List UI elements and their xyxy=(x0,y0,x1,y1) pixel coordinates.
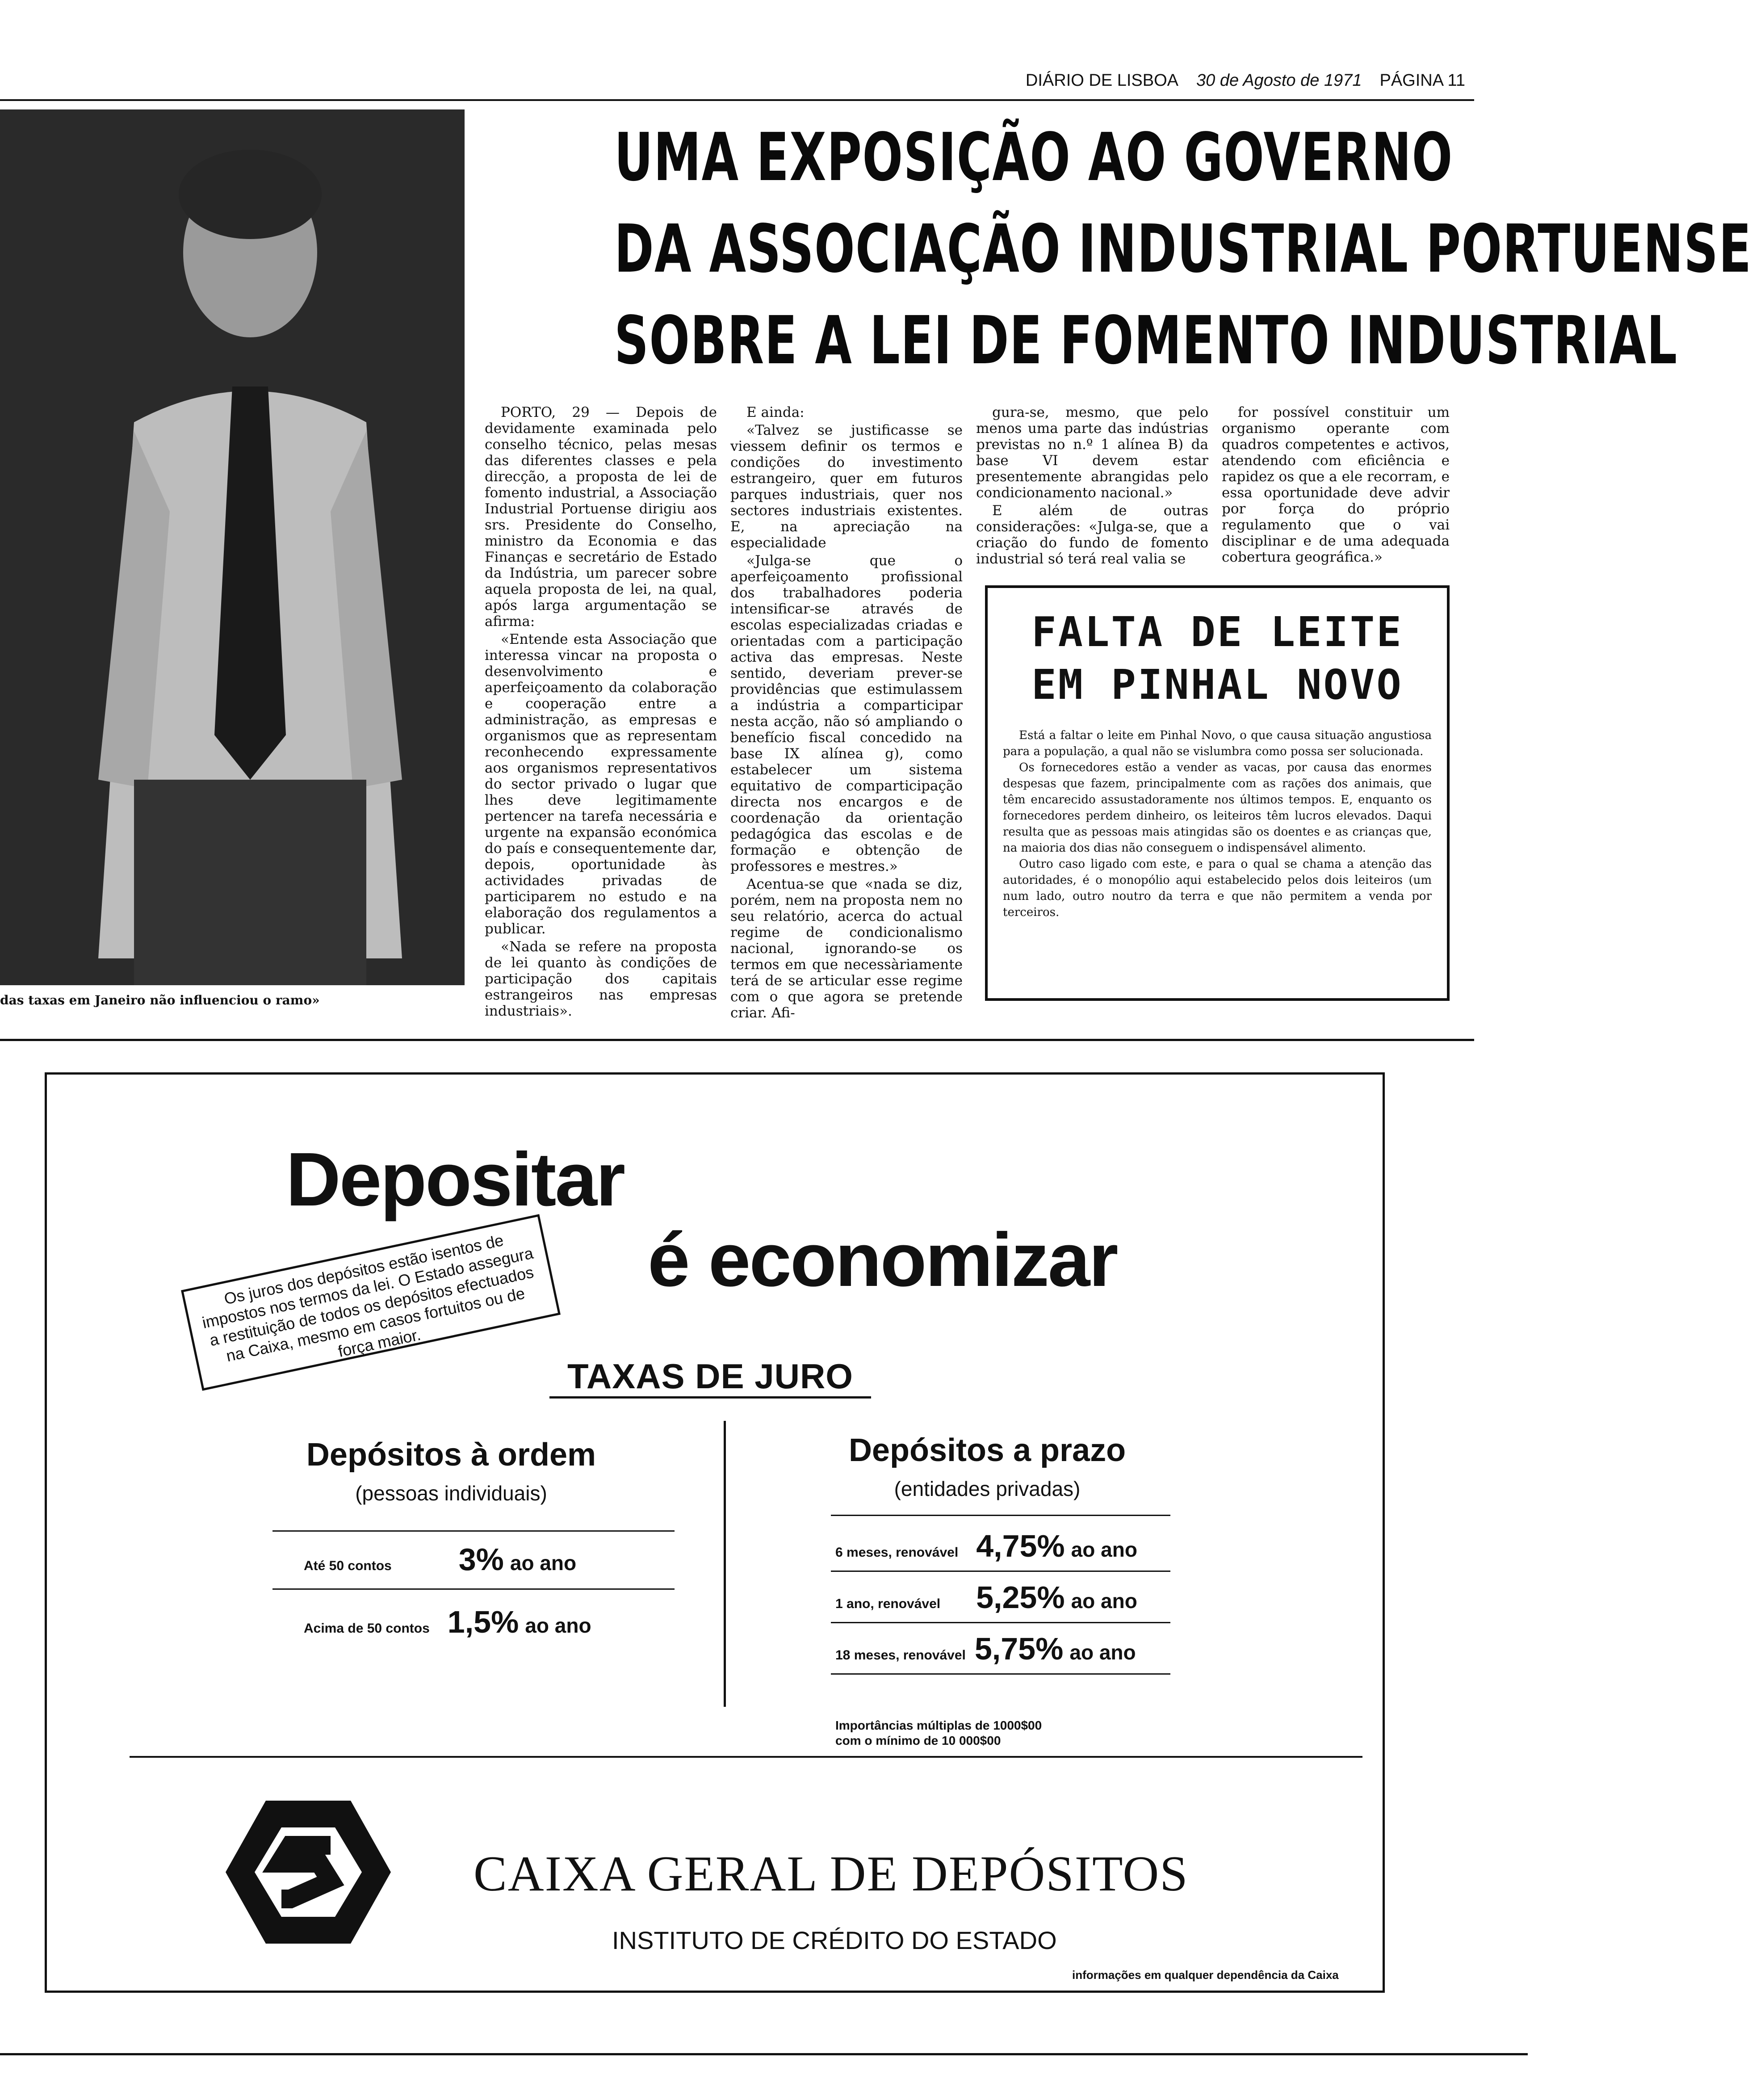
ad-guarantee-stamp: Os juros dos depósitos estão isentos de impostos nos termos da lei. O Estado assegura a restituição de todos os depósitos efectuados na Caixa, mesmo em casos fortuitos ou de força maior. xyxy=(181,1214,561,1390)
photo-caption: das taxas em Janeiro não influenciou o ramo» xyxy=(0,993,320,1008)
article-paragraph: «Nada se refere na proposta de lei quanto às condições de participação dos capitais estrangeiros nas empresas industriais». xyxy=(485,939,717,1019)
news-box xyxy=(985,585,1450,1001)
portrait-image-icon xyxy=(0,109,465,985)
masthead-rule xyxy=(0,99,1474,101)
rate-unit: ao ano xyxy=(1069,1641,1136,1664)
rate-value: 5,25% xyxy=(976,1580,1065,1615)
masthead xyxy=(983,67,1465,94)
term-deposits-subtitle: (entidades privadas) xyxy=(894,1477,1081,1500)
article-column-4 xyxy=(1222,404,1450,574)
demand-deposits-subtitle: (pessoas individuais) xyxy=(355,1482,547,1505)
rate-value: 4,75% xyxy=(976,1529,1065,1563)
page-bottom-rule xyxy=(0,2053,1528,2055)
deposit-note xyxy=(835,1718,1042,1748)
cgd-logo-icon xyxy=(223,1796,393,1948)
ad-slogan-economizar: é economizar xyxy=(648,1218,1117,1302)
article-paragraph: E além de outras considerações: «Julga-se, que a criação do fundo de fomento industrial só terá real valia se xyxy=(976,503,1208,567)
rate-row xyxy=(304,1541,576,1577)
box-paragraph: Está a faltar o leite em Pinhal Novo, o que causa situação angustiosa para a população, a qual não se vislumbra como possa ser solucionada. xyxy=(1003,729,1432,758)
box-body xyxy=(1003,727,1432,920)
rate-label: 6 meses, renovável xyxy=(835,1545,959,1560)
portrait-photo xyxy=(0,109,465,985)
article-paragraph: Acentua-se que «nada se diz, porém, nem na proposta nem no seu relatório, acerca do actual regime de condicionalismo nacional, ignorando-se os termos em que necessàriamente terá de se articular esse regime com o que agora se pretende criar. Afi- xyxy=(730,876,963,1021)
rule xyxy=(831,1622,1170,1623)
rule xyxy=(272,1530,675,1532)
rate-value: 1,5% xyxy=(447,1604,519,1639)
rate-row xyxy=(304,1604,591,1640)
rates-title: TAXAS DE JURO xyxy=(567,1357,853,1396)
box-title-line-2: EM PINHAL NOVO xyxy=(1031,661,1403,709)
rate-row xyxy=(835,1631,1136,1667)
rule xyxy=(272,1588,675,1590)
bank-info: informações em qualquer dependência da Caixa xyxy=(1072,1968,1339,1982)
headline-line-1: UMA EXPOSIÇÃO AO GOVERNO xyxy=(614,119,1453,196)
rate-unit: ao ano xyxy=(510,1551,577,1575)
rate-unit: ao ano xyxy=(1071,1538,1137,1561)
rate-label: Até 50 contos xyxy=(304,1558,392,1573)
rates-divider xyxy=(724,1421,726,1707)
box-paragraph: Outro caso ligado com este, e para o qual se chama a atenção das autoridades, é o monopólio aqui estabelecido pelos dois leiteiros (um num lado, outro noutro da terra e que não permitem a venda por terceiros. xyxy=(1003,857,1432,919)
article-column-3 xyxy=(976,404,1208,574)
page-number: PÁGINA 11 xyxy=(1379,71,1465,90)
rate-value: 3% xyxy=(458,1542,504,1577)
issue-date: 30 de Agosto de 1971 xyxy=(1196,71,1362,90)
rate-unit: ao ano xyxy=(525,1614,591,1637)
bank-subtitle: INSTITUTO DE CRÉDITO DO ESTADO xyxy=(612,1926,1057,1954)
rate-row xyxy=(835,1528,1137,1564)
rate-label: 18 meses, renovável xyxy=(835,1648,966,1663)
rule xyxy=(831,1571,1170,1572)
rate-label: Acima de 50 contos xyxy=(304,1621,430,1636)
rule xyxy=(831,1515,1170,1516)
deposit-note-line-2: com o mínimo de 10 000$00 xyxy=(835,1734,1001,1747)
rate-value: 5,75% xyxy=(974,1631,1064,1666)
box-paragraph: Os fornecedores estão a vender as vacas, por causa das enormes despesas que fazem, principalmente com as rações dos animais, que têm encarecido assustadoramente nos últimos tempos. E, enquanto os fornecedores perdem dinheiro, os leiteiros têm lucros elevados. Daqui resulta que as pessoas mais atingidas são os doentes e as crianças que, na maioria dos dias não conseguem o indispensável alimento. xyxy=(1003,761,1432,855)
bank-name: CAIXA GERAL DE DEPÓSITOS xyxy=(474,1846,1189,1902)
article-paragraph: «Julga-se que o aperfeiçoamento profissional dos trabalhadores poderia intensificar-se através de escolas especializadas criadas e orientadas com a participação activa das empresas. Neste sentido, deveriam prever-se providências que estimulassem a indústria a comparticipar nesta acção, não só ampliando o benefício fiscal concedido na base IX alínea g), como estabelecer um sistema equitativo de comparticipação directa nos encargos e de coordenação da orientação pedagógica das escolas e de formação e obtenção de professores e mestres.» xyxy=(730,553,963,874)
article-paragraph: «Entende esta Associação que interessa vincar na proposta o desenvolvimento e aperfeiçoamento da colaboração e cooperação entre a administração, as empresas e organismos que as representam reconhecendo expressamente aos organismos representativos do sector privado o lugar que lhes deve legitimamente pertencer na tarefa necessária e urgente na expansão económica do país e consequentemente dar, depois, oportunidade às actividades privadas de participarem no estudo e na elaboração dos regulamentos a publicar. xyxy=(485,631,717,937)
headline xyxy=(478,112,1752,389)
ad-slogan-depositar: Depositar xyxy=(286,1137,625,1222)
newspaper-name: DIÁRIO DE LISBOA xyxy=(1025,71,1179,90)
article-paragraph: gura-se, mesmo, que pelo menos uma parte das indústrias previstas no n.º 1 alínea B) da base VI devem estar presentemente abrangidas pelo condicionamento nacional.» xyxy=(976,404,1208,501)
term-deposits-title: Depósitos a prazo xyxy=(848,1432,1126,1468)
deposit-note-line-1: Importâncias múltiplas de 1000$00 xyxy=(835,1718,1042,1732)
rule xyxy=(831,1673,1170,1675)
rate-row xyxy=(835,1579,1137,1615)
section-rule xyxy=(0,1039,1474,1041)
article-paragraph: PORTO, 29 — Depois de devidamente examinada pelo conselho técnico, pelas mesas das diferentes classes e pela direcção, a proposta de lei de fomento industrial, a Associação Industrial Portuense dirigiu aos srs. Presidente do Conselho, ministro da Economia e das Finanças e secretário de Estado da Indústria, um parecer sobre aquela proposta de lei, na qual, após larga argumentação se afirma: xyxy=(485,404,717,630)
article-column-1 xyxy=(485,404,717,1030)
article-column-2 xyxy=(730,404,963,1030)
rate-label: 1 ano, renovável xyxy=(835,1596,941,1611)
headline-line-2: DA ASSOCIAÇÃO INDUSTRIAL PORTUENSE xyxy=(614,210,1752,287)
demand-deposits-title: Depósitos à ordem xyxy=(306,1437,596,1473)
headline-line-3: SOBRE A LEI DE FOMENTO INDUSTRIAL xyxy=(614,302,1678,379)
article-paragraph: «Talvez se justificasse se viessem definir os termos e condições do investimento estrangeiro, quer em futuros parques industriais, quer nos sectores industriais existentes. E, na apreciação na especialidade xyxy=(730,422,963,551)
bank-rule xyxy=(130,1756,1362,1758)
rates-title-underline xyxy=(549,1396,871,1399)
article-paragraph: for possível constituir um organismo operante com quadros competentes e activos, atendendo com eficiência e rapidez os que a ele recorram, e essa oportunidade deve advir por força do próprio regulamento que o vai disciplinar e de uma adequada cobertura geográfica.» xyxy=(1222,404,1450,565)
article-paragraph: E ainda: xyxy=(746,404,805,420)
box-title-line-1: FALTA DE LEITE xyxy=(1031,608,1403,656)
rate-unit: ao ano xyxy=(1071,1589,1137,1613)
